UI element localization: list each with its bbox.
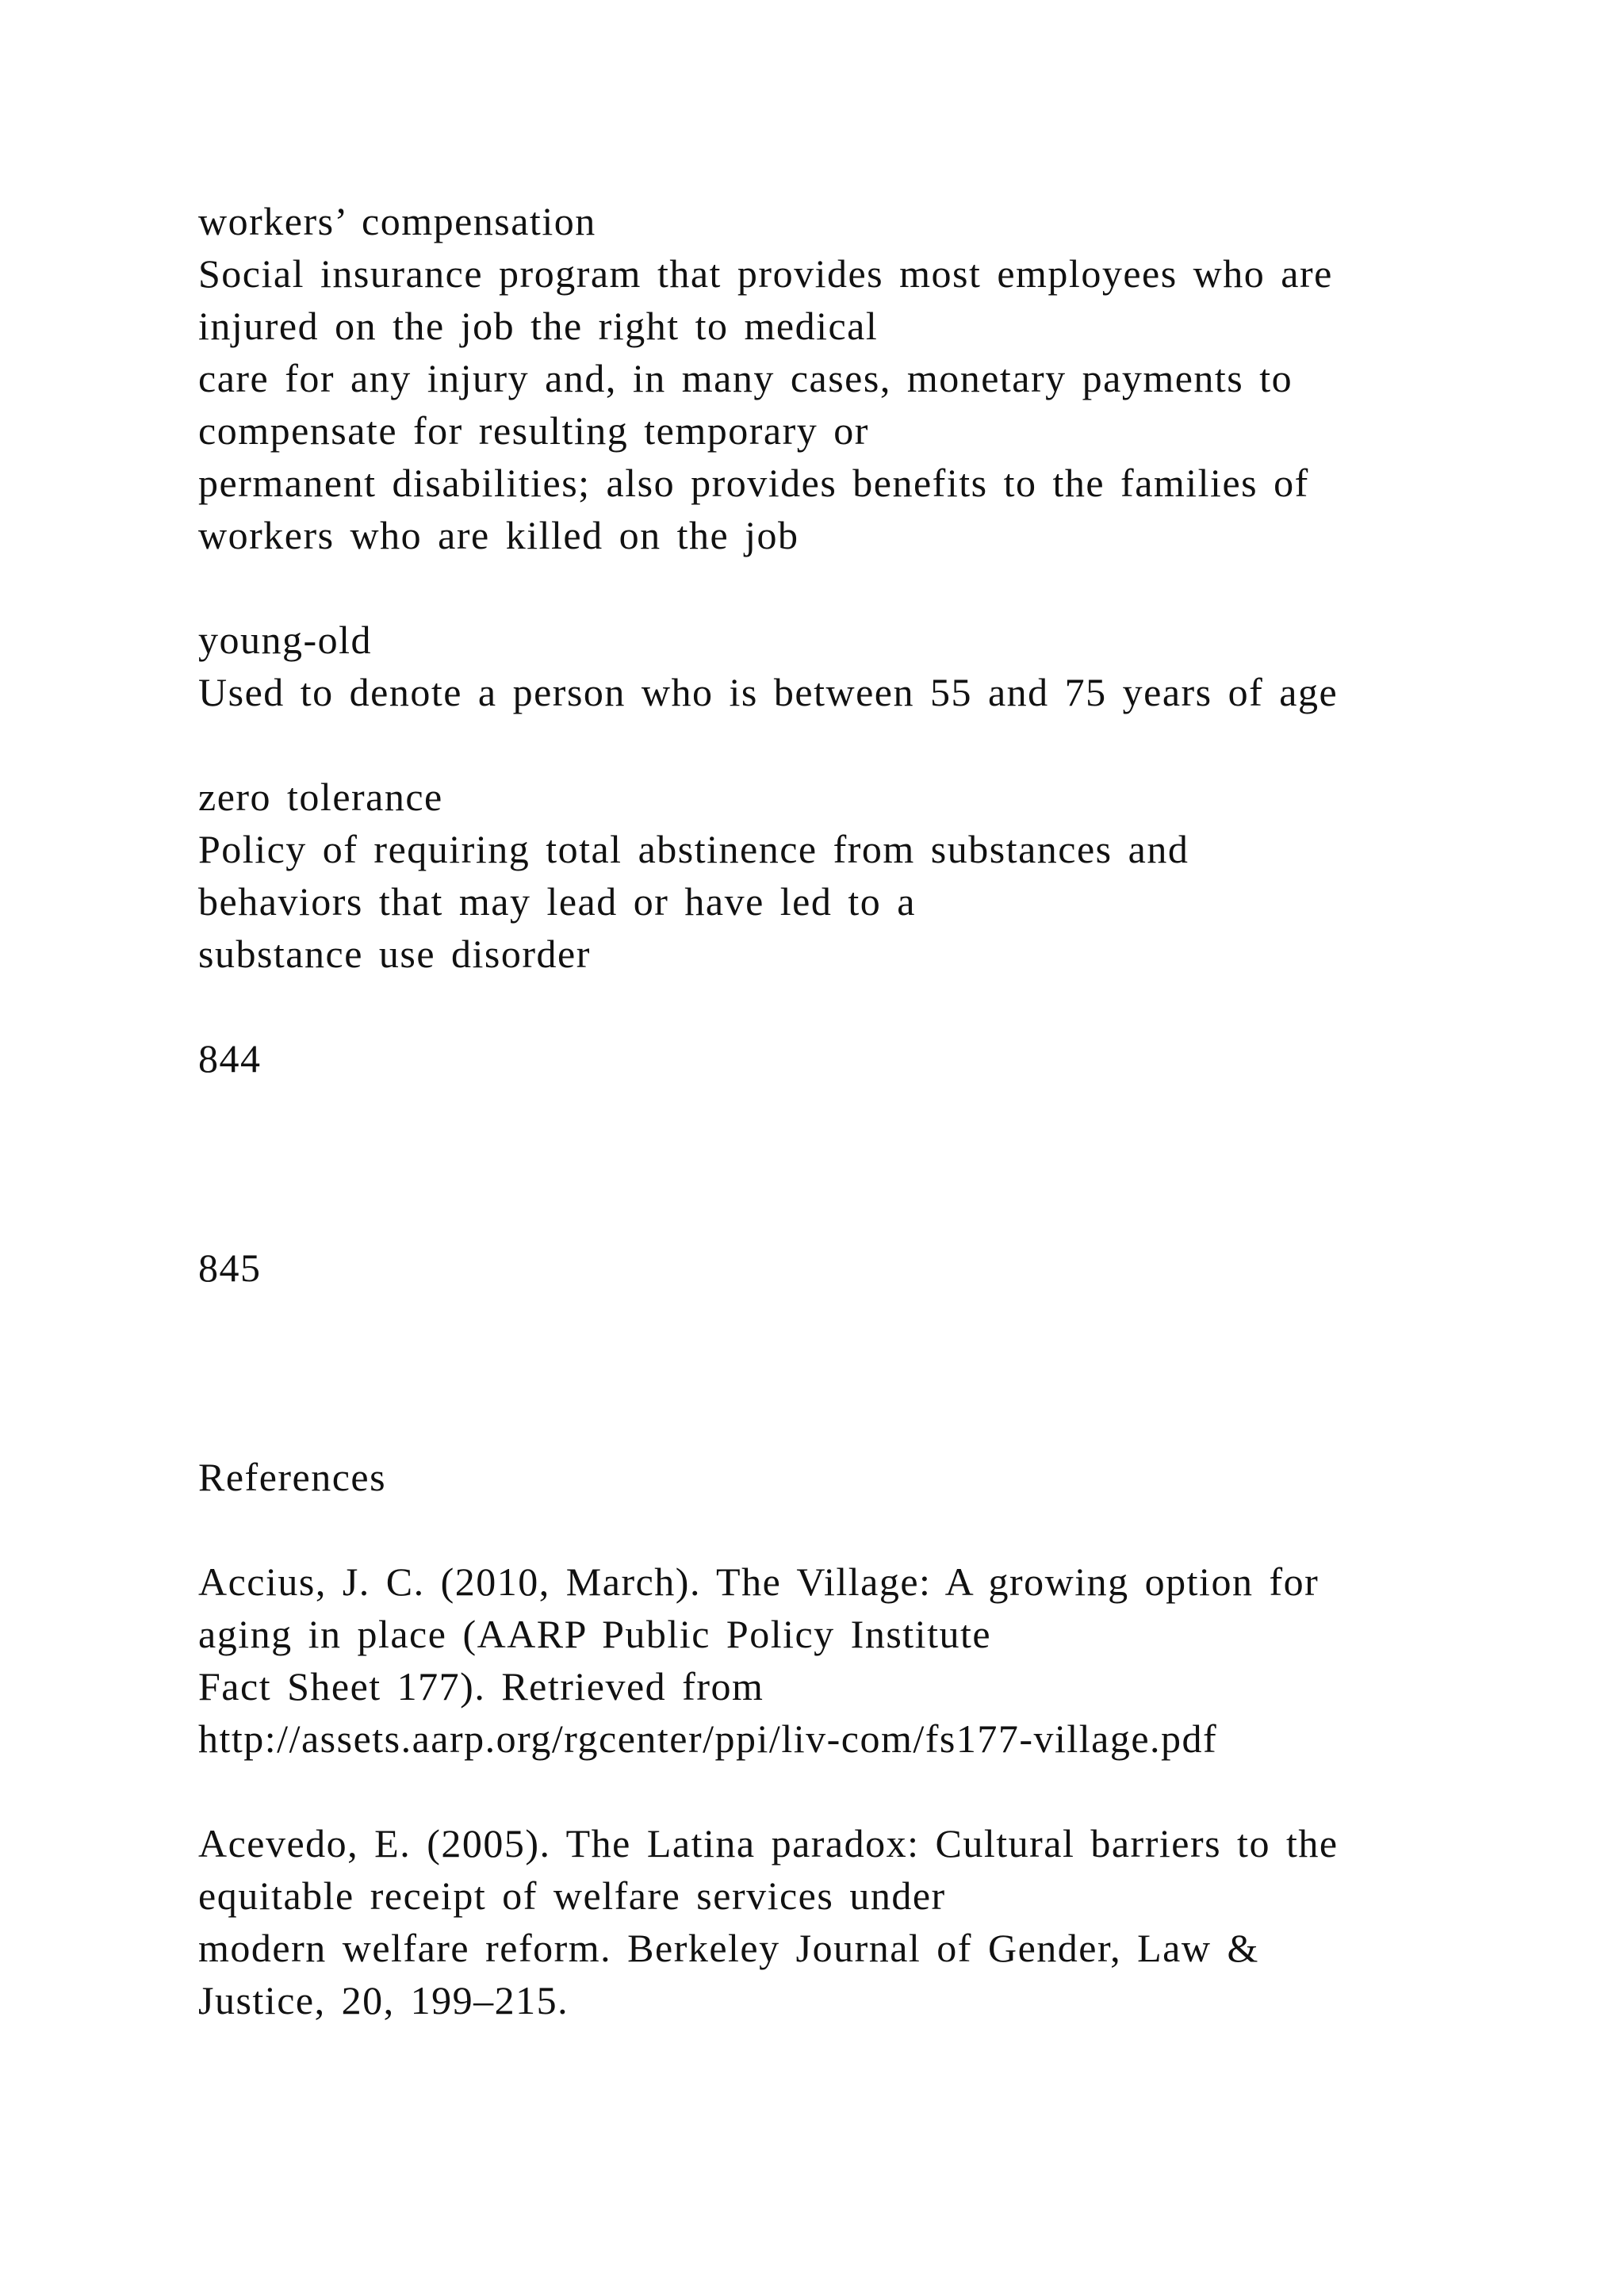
reference-url: http://assets.aarp.org/rgcenter/ppi/liv-com/fs177-village.pdf xyxy=(198,1716,1218,1761)
glossary-definition-line: injured on the job the right to medical xyxy=(198,304,879,348)
glossary-term-zero-tolerance: zero tolerance xyxy=(198,775,443,819)
glossary-definition-line: behaviors that may lead or have led to a xyxy=(198,879,916,924)
glossary-definition-line: substance use disorder xyxy=(198,932,591,976)
glossary-definition-line: permanent disabilities; also provides benefits to the families of xyxy=(198,461,1309,505)
reference-line: modern welfare reform. Berkeley Journal of Gender, Law & xyxy=(198,1926,1259,1970)
page-number: 845 xyxy=(198,1246,262,1290)
page-number: 844 xyxy=(198,1036,262,1081)
glossary-term-workers-compensation: workers’ compensation xyxy=(198,199,596,243)
glossary-definition-line: care for any injury and, in many cases, monetary payments to xyxy=(198,356,1293,400)
reference-line: Fact Sheet 177). Retrieved from xyxy=(198,1664,764,1709)
glossary-definition-line: compensate for resulting temporary or xyxy=(198,408,869,453)
reference-line: Justice, 20, 199–215. xyxy=(198,1978,569,2022)
reference-line: Acevedo, E. (2005). The Latina paradox: Cultural barriers to the xyxy=(198,1821,1339,1866)
reference-line: Accius, J. C. (2010, March). The Village: A growing option for xyxy=(198,1559,1320,1604)
reference-line: aging in place (AARP Public Policy Institute xyxy=(198,1612,992,1656)
glossary-definition-line: workers who are killed on the job xyxy=(198,513,799,557)
glossary-definition-line: Policy of requiring total abstinence from substances and xyxy=(198,827,1189,871)
reference-line: equitable receipt of welfare services under xyxy=(198,1873,946,1918)
glossary-definition-line: Used to denote a person who is between 55 and 75 years of age xyxy=(198,670,1339,714)
references-heading: References xyxy=(198,1455,387,1499)
glossary-definition-line: Social insurance program that provides most employees who are xyxy=(198,251,1333,296)
glossary-term-young-old: young-old xyxy=(198,618,373,662)
